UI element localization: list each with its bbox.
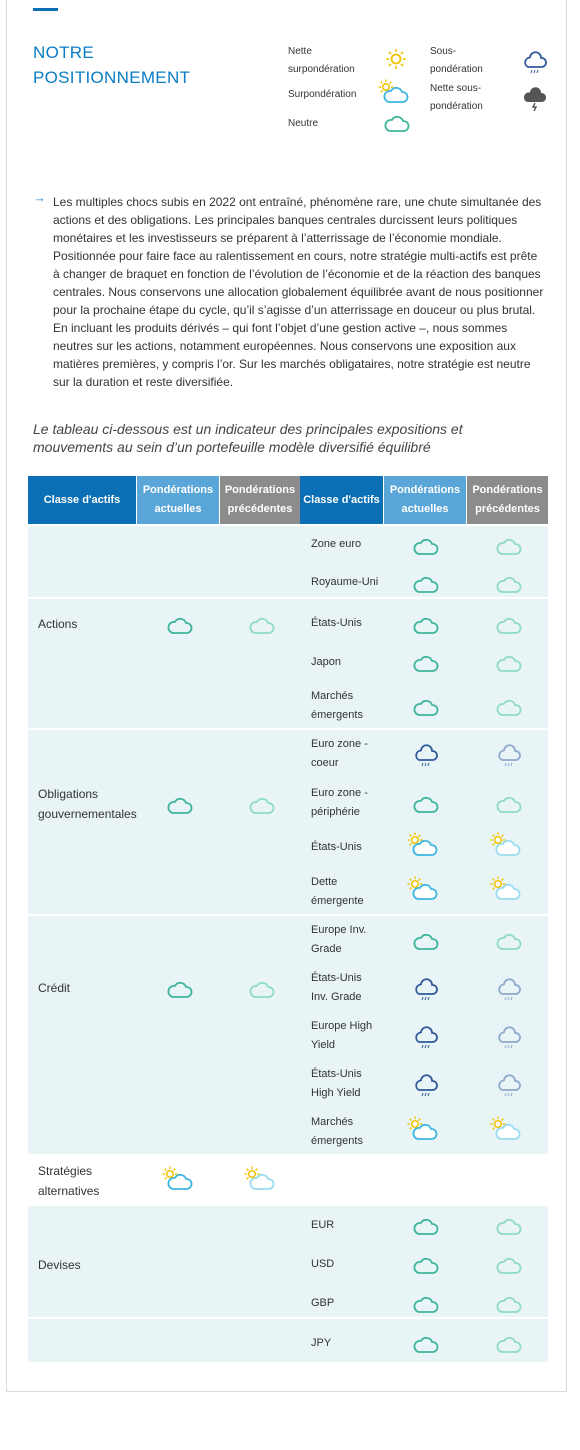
cloud-icon [495,613,523,640]
legend-label-neutral: Neutre [288,118,319,129]
subrow-label: Zone euro [311,538,362,550]
cloud-icon [412,792,440,819]
cloud-icon [248,793,276,820]
rain-cloud-icon [412,1025,440,1056]
legend-label-overweight: Surpondération [288,89,357,100]
cloud-icon [383,111,411,138]
header-previous-left: Pondérations précédentes [220,476,300,524]
band-credit [28,916,548,1154]
header-asset-class-right: Classe d'actifs [300,476,383,524]
subrow-label: États-Unis [311,617,362,629]
legend-label-strong-overweight: Nette surpondération [288,46,355,75]
row-divider [28,597,548,599]
cloud-icon [166,977,194,1004]
cloud-icon [412,1214,440,1241]
table-subtitle: Le tableau ci-dessous est un indicateur des principales expositions et mouvements au sein d’un portefeuille modèle diversifié équilibré [33,421,463,455]
storm-cloud-icon [521,86,549,117]
header-current-right: Pondérations actuelles [384,476,466,524]
cloud-icon [412,651,440,678]
sun-cloud-icon [406,1116,440,1147]
subrow-label: Europe Inv. Grade [311,924,367,955]
sun-cloud-icon [489,1116,523,1147]
legend-label-underweight: Sous- pondération [430,46,483,75]
row-divider [28,1317,548,1319]
cloud-icon [412,534,440,561]
band-actions [28,526,548,728]
subrow-label: États-Unis Inv. Grade [311,972,362,1003]
rain-cloud-icon [495,1025,523,1056]
cloud-icon [412,1292,440,1319]
cloud-icon [412,572,440,599]
subrow-label: Royaume-Uni [311,576,379,588]
cloud-icon [495,1214,523,1241]
band-currencies [28,1206,548,1362]
category-actions: Actions [38,617,78,631]
cloud-icon [495,1332,523,1359]
subrow-label: États-Unis High Yield [311,1068,362,1099]
page-title: NOTRE POSITIONNEMENT [33,43,191,87]
cloud-icon [495,792,523,819]
sun-cloud-icon [489,876,523,907]
header-previous-right: Pondérations précédentes [467,476,548,524]
sun-icon [383,48,409,75]
category-credit: Crédit [38,981,71,995]
rain-cloud-icon [412,977,440,1008]
sun-cloud-icon [406,876,440,907]
subrow-label: JPY [311,1337,332,1349]
cloud-icon [166,793,194,820]
cloud-icon [412,695,440,722]
cloud-icon [248,613,276,640]
subrow-label: EUR [311,1219,335,1231]
subrow-label: États-Unis [311,841,362,853]
cloud-icon [495,534,523,561]
category-alternative-strategies: Stratégies alternatives [38,1164,100,1198]
sun-cloud-icon [243,1166,277,1197]
sun-cloud-icon [406,832,440,863]
cloud-icon [495,695,523,722]
subrow-label: Dette émergente [311,876,364,907]
cloud-icon [166,613,194,640]
subrow-label: Europe High Yield [311,1020,373,1051]
rain-cloud-icon [495,977,523,1008]
cloud-icon [495,1253,523,1280]
sun-cloud-icon [377,79,411,110]
cloud-icon [495,572,523,599]
cloud-icon [412,1253,440,1280]
subrow-label: Euro zone - coeur [311,738,368,769]
subrow-label: Marchés émergents [311,1116,363,1147]
cloud-icon [248,977,276,1004]
rain-cloud-icon [521,50,549,81]
rain-cloud-icon [495,1073,523,1104]
rain-cloud-icon [412,1073,440,1104]
arrow-right-icon: → [33,190,46,205]
category-currencies: Devises [38,1258,81,1272]
subrow-label: USD [311,1258,335,1270]
sun-cloud-icon [489,832,523,863]
header-asset-class-left: Classe d'actifs [28,476,136,524]
cloud-icon [412,1332,440,1359]
rain-cloud-icon [412,743,440,774]
rain-cloud-icon [495,743,523,774]
title-accent-bar [33,8,58,11]
category-government-bonds: Obligations gouvernementales [38,787,137,821]
subrow-label: Japon [311,656,341,668]
cloud-icon [495,651,523,678]
legend-label-strong-underweight: Nette sous- pondération [430,83,483,112]
cloud-icon [495,929,523,956]
subrow-label: Euro zone - périphérie [311,787,368,818]
intro-paragraph: Les multiples chocs subis en 2022 ont entraîné, phénomène rare, une chute simultanée des actions et des obligations. Les principales banques centrales durcissent leurs politiques monétaires et les investisseurs se préparent à l’atterrissage de l’économie mondiale. Positionnée pour faire face au ralentissement en cours, notre stratégie multi-actifs est prête à changer de braquet en fonction de l’évolution de l’économie et de la réaction des banques centrales. Nous conservons une allocation globalement équilibrée avant de nous positionner pour la prochaine étape du cycle, qu’il s’agisse d’un atterrissage en douceur ou plus brutal. En incluant les produits dérivés – qui font l’objet d’une gestion active –, nous sommes neutres sur les actions, notamment européennes. Nous conservons une exposition aux matières premières, y compris l’or. Sur les marchés obligataires, notre stratégie est neutre sur la duration et reste diversifiée. [53,195,544,389]
cloud-icon [412,929,440,956]
subrow-label: Marchés émergents [311,690,363,721]
cloud-icon [412,613,440,640]
subrow-label: GBP [311,1297,335,1309]
cloud-icon [495,1292,523,1319]
sun-cloud-icon [161,1166,195,1197]
header-current-left: Pondérations actuelles [137,476,219,524]
